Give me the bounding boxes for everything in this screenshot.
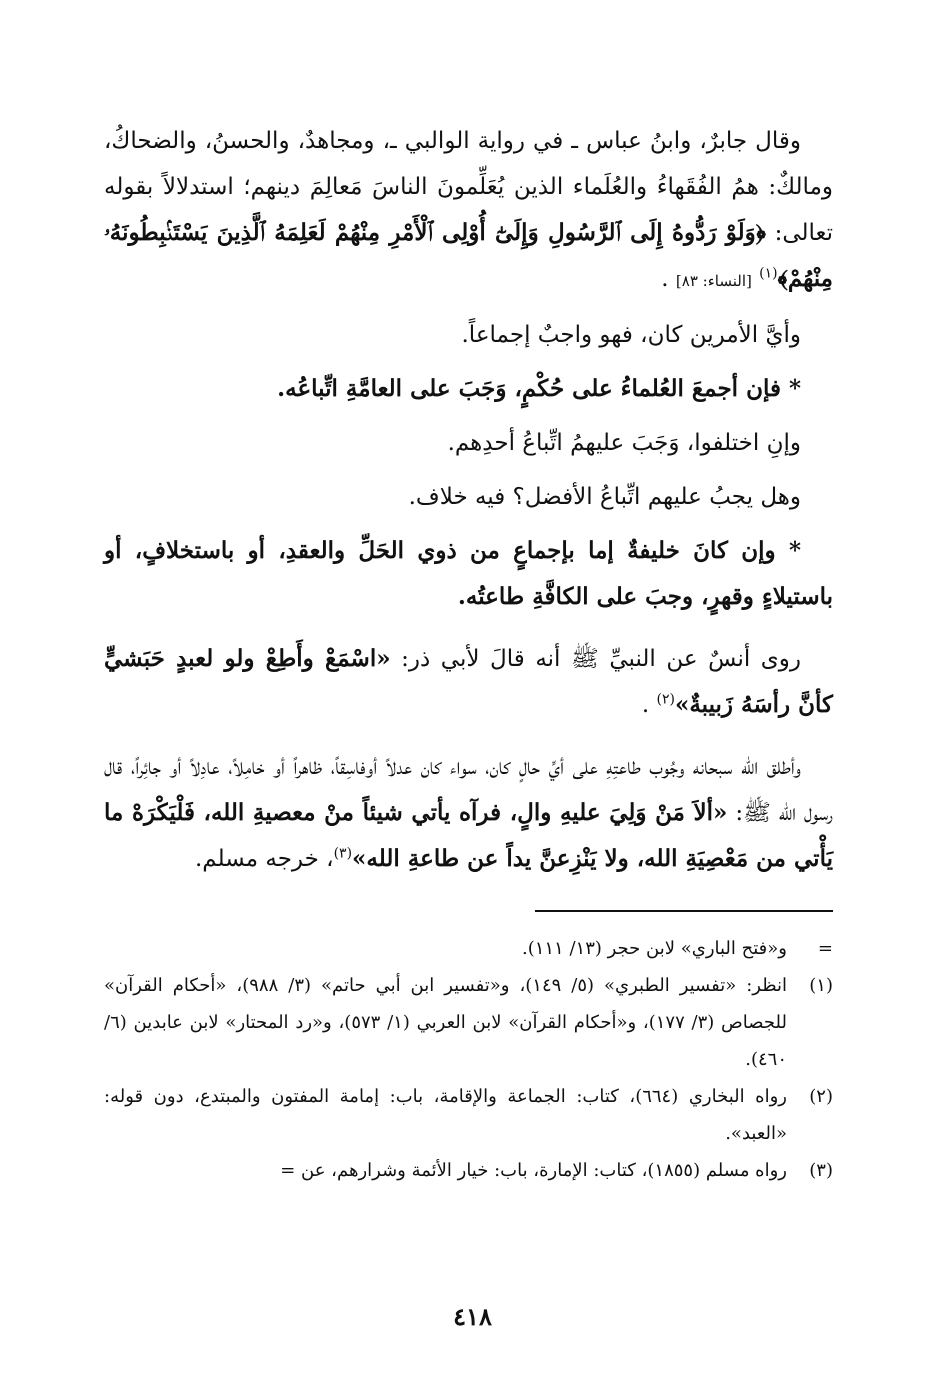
- footnote-text: انظر: «تفسير الطبري» (٥/ ١٤٩)، و«تفسير ابن أبي حاتم» (٣/ ٩٨٨)، «أحكام القرآن» للجصاص (٣/ ١٧٧)، و«أحكام القرآن» لابن العربي (١/ ٥٧٣)، و«رد المحتار» لابن عابدين (٦/ ٤٦٠).: [104, 975, 787, 1070]
- paragraph-8-text: وأطلق الله سبحانه وجُوب طاعتِهِ على أيِّ حالٍ كان، سواء كان عدلاً أوفاسِقاً، ظاهراً أو خامِلاً، عادِلاً أو جائِراً، قال رسول الله ﷺ:: [104, 754, 834, 826]
- paragraph-7-text: روى أنسٌ عن النبيِّ ﷺ أنه قالَ لأبي ذر:: [390, 646, 802, 672]
- footnote-separator: [535, 910, 833, 912]
- main-text: [104, 118, 833, 882]
- footnote-text: و«فتح الباري» لابن حجر (١٣/ ١١١).: [521, 938, 787, 959]
- footnote-marker: =: [817, 938, 833, 959]
- paragraph-1: [104, 118, 833, 304]
- page-number: ٤١٨: [453, 1302, 492, 1331]
- paragraph-4: وإنِ اختلفوا، وَجَبَ عليهمُ اتِّباعُ أحدِهم.: [447, 430, 801, 456]
- footnote-number: (١): [809, 975, 833, 996]
- footnote-3: [104, 1152, 833, 1189]
- hadith-quote-1: «اسْمَعْ وأَطِعْ ولو لعبدٍ حَبَشيٍّ كأنَّ رأسَهُ زَبيبةٌ»: [104, 645, 833, 718]
- footnote-ref-3: (٣): [333, 845, 353, 862]
- footnote-text: رواه مسلم (١٨٥٥)، كتاب: الإمارة، باب: خيار الأئمة وشرارهم، عن =: [280, 1160, 787, 1181]
- footnote-continued: [104, 930, 833, 967]
- paragraph-3-rule: * فإن أجمعَ العُلماءُ على حُكْمٍ، وَجَبَ على العامَّةِ اتِّباعُه.: [277, 375, 801, 402]
- footnote-number: (٢): [809, 1086, 833, 1107]
- footnote-text: رواه البخاري (٦٦٤)، كتاب: الجماعة والإقامة، باب: إمامة المفتون والمبتدع، دون قوله: «العبد».: [104, 1086, 787, 1144]
- verse-reference: [النساء: ٨٣]: [675, 272, 752, 290]
- footnote-2: [104, 1078, 833, 1152]
- paragraph-1-text: وقال جابرٌ، وابنُ عباس ـ في رواية الوالبي ـ، ومجاهدٌ، والحسنُ، والضحاكُ، ومالكٌ: همُ الفُقَهاءُ والعُلَماء الذين يُعَلِّمونَ الناسَ مَعالِمَ دينهم؛ استدلالاً بقوله تعالى:: [104, 128, 834, 246]
- quran-verse: ﴿وَلَوْ رَدُّوهُ إِلَى ٱلرَّسُولِ وَإِلَىٰٓ أُوْلِى ٱلْأَمْرِ مِنْهُمْ لَعَلِمَهُ ٱلَّذِينَ يَسْتَنۢبِطُونَهُۥ مِنْهُمْ﴾: [104, 219, 833, 292]
- footnote-1: [104, 967, 833, 1078]
- paragraph-8-end: ، خرجه مسلم.: [195, 846, 334, 872]
- footnote-number: (٣): [809, 1160, 833, 1181]
- paragraph-7-end: .: [641, 692, 657, 718]
- paragraph-8: [104, 744, 833, 882]
- hadith-quote-2: «ألاَ مَنْ وَلِيَ عليهِ والٍ، فرآه يأتي شيئاً منْ معصيةِ الله، فَلْيَكْرَهْ ما يَأْتي من مَعْصِيَةِ الله، ولا يَنْزِعنَّ يداً عن طاعةِ الله»: [104, 799, 833, 872]
- footnotes: [104, 930, 833, 1189]
- paragraph-1-end: .: [661, 266, 669, 292]
- paragraph-5: وهل يجبُ عليهم اتِّباعُ الأفضل؟ فيه خلاف.: [408, 484, 801, 510]
- footnote-ref-2: (٢): [656, 691, 675, 708]
- paragraph-2: وأيَّ الأمرين كان، فهو واجبٌ إجماعاً.: [461, 322, 801, 348]
- paragraph-6-rule: * وإن كانَ خليفةٌ إما بإجماعٍ من ذوي الحَلِّ والعقدِ، أو باستخلافٍ، أو باستيلاءٍ وقهرٍ، وجبَ على الكافَّةِ طاعتُه.: [104, 537, 833, 610]
- footnote-ref-1: (١): [759, 265, 778, 282]
- paragraph-7: [104, 636, 833, 728]
